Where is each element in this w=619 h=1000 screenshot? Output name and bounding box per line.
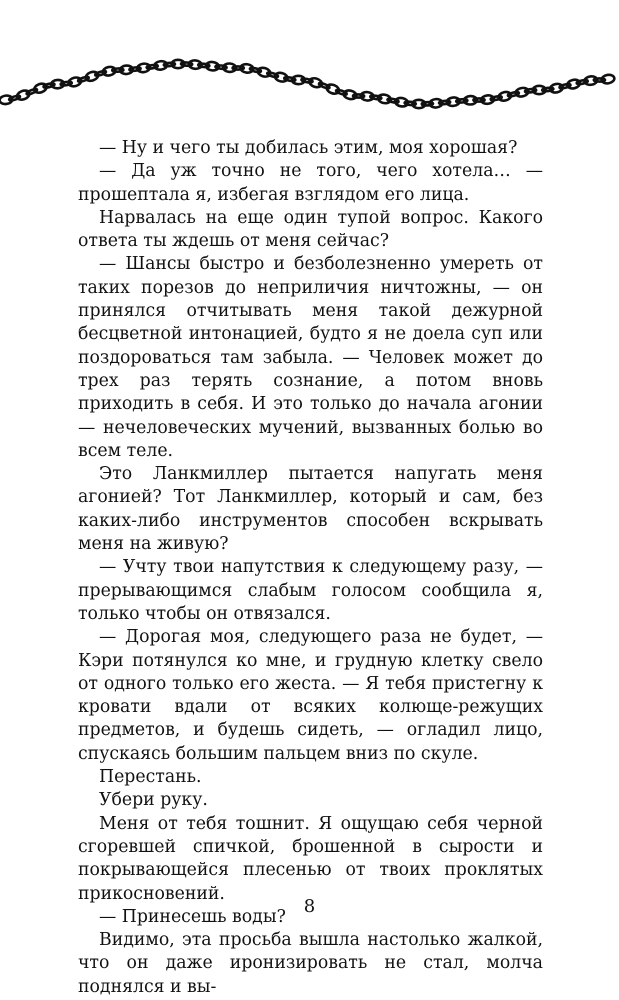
paragraph: — Ну и чего ты добилась этим, моя хорошая?	[99, 138, 518, 158]
paragraph: Нарвалась на еще один тупой вопрос. Какого ответа ты ждешь от меня сейчас?	[78, 207, 543, 252]
paragraph: Видимо, эта просьба вышла настолько жалкой, что он даже иронизировать не стал, молча поднялся и вы-	[78, 930, 543, 997]
paragraph: Перестань.	[99, 767, 202, 788]
paragraph: — Учту твои напутствия к следующему разу, — прерывающимся слабым голосом сообщила я, только чтобы он отвязался.	[78, 557, 543, 624]
paragraph: Убери руку.	[99, 790, 208, 811]
paragraph: — Принесешь воды?	[99, 906, 286, 927]
page-number: 8	[303, 896, 316, 917]
body-text	[78, 137, 543, 999]
paragraph: Это Ланкмиллер пытается напугать меня агонией? Тот Ланкмиллер, который и сам, без каких-либо инструментов способен вскрывать меня на живую?	[78, 464, 543, 555]
paragraph: Меня от тебя тошнит. Я ощущаю себя черной сгоревшей спичкой, брошенной в сырости и покрывающейся плесенью от твоих проклятых прикосновений.	[78, 813, 543, 904]
paragraph: — Дорогая моя, следующего раза не будет, — Кэри потянулся ко мне, и грудную клетку свело от одного только его жеста. — Я тебя пристегну к кровати вдали от всяких колюще-режущих предметов, и будешь сидеть, — огладил лицо, спускаясь большим пальцем вниз по скуле.	[78, 627, 543, 764]
chain-ornament	[0, 52, 619, 114]
paragraph: — Да уж точно не того, чего хотела… — прошептала я, избегая взглядом его лица.	[78, 161, 543, 205]
paragraph: — Шансы быстро и безболезненно умереть от таких порезов до неприличия ничтожны, — он принялся отчитывать меня такой дежурной бесцветной интонацией, будто я не доела суп или поздороваться там забыла. — Человек может до трех раз терять сознание, а потом вновь приходить в себя. И это только до начала агонии — нечеловеческих мучений, вызванных болью во всем теле.	[78, 254, 543, 461]
